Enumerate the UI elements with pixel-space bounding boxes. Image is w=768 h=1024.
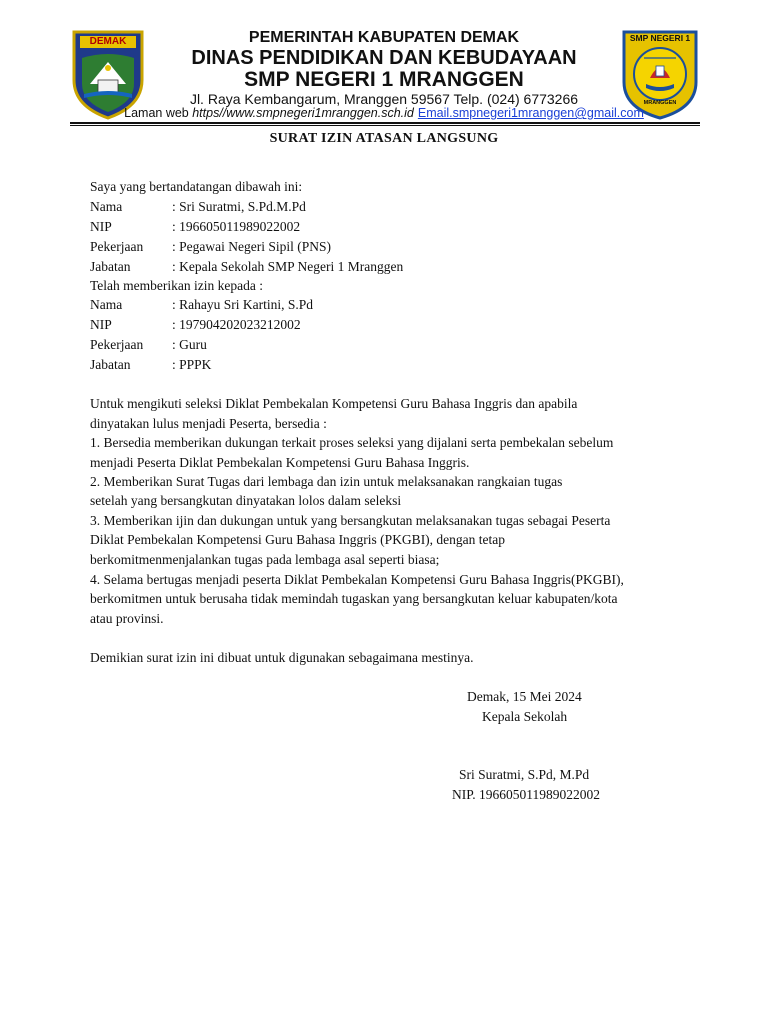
web-prefix: Laman web (124, 106, 193, 120)
letterhead-address: Jl. Raya Kembangarum, Mranggen 59567 Telp. (024) 6773266 (189, 91, 579, 107)
signer-position: Kepala Sekolah (482, 709, 568, 724)
letterhead-web-line (0, 106, 768, 120)
email-link[interactable]: Email.smpnegeri1mranggen@gmail.com (417, 106, 644, 120)
grantee-position-value: : PPPK (172, 357, 212, 372)
signer-nip-label: NIP (90, 219, 112, 234)
document-title: SURAT IZIN ATASAN LANGSUNG (269, 131, 499, 146)
grantee-position-label: Jabatan (90, 357, 131, 372)
grantee-job-value: : Guru (172, 337, 207, 352)
grantee-nip-label: NIP (90, 317, 112, 332)
body-line: 3. Memberikan ijin dan dukungan untuk yang bersangkutan melaksanakan tugas sebagai Peserta (90, 513, 611, 528)
letterhead-school: SMP NEGERI 1 MRANGGEN (244, 68, 524, 91)
body-line: berkomitmenmenjalankan tugas pada lembaga asal seperti biasa; (90, 552, 440, 567)
letterhead-rule-thick (70, 122, 700, 124)
school-logo-text: SMP NEGERI 1 (629, 33, 691, 43)
grantee-name-value: : Rahayu Sri Kartini, S.Pd (172, 297, 313, 312)
body-line: Diklat Pembekalan Kompetensi Guru Bahasa Inggris (PKGBI), dengan tetap (90, 532, 506, 547)
signer-position-label: Jabatan (90, 259, 131, 274)
grantee-job-label: Pekerjaan (90, 337, 144, 352)
body-line: setelah yang bersangkutan dinyatakan lolos dalam seleksi (90, 493, 402, 508)
body-line: dinyatakan lulus menjadi Peserta, bersedia : (90, 416, 327, 431)
grant-intro-text: Telah memberikan izin kepada : (90, 278, 263, 293)
body-line: 2. Memberikan Surat Tugas dari lembaga dan izin untuk melaksanakan rangkaian tugas (90, 474, 563, 489)
grantee-name-label: Nama (90, 297, 123, 312)
body-line: 4. Selama bertugas menjadi peserta Diklat Pembekalan Kompetensi Guru Bahasa Inggris(PKGBI), (90, 572, 624, 587)
body-line: Untuk mengikuti seleksi Diklat Pembekalan Kompetensi Guru Bahasa Inggris dan apabila (90, 396, 578, 411)
website-link[interactable]: https//www.smpnegeri1mranggen.sch.id (192, 106, 414, 120)
body-line: menjadi Peserta Diklat Pembekalan Kompetensi Guru Bahasa Inggris. (90, 455, 470, 470)
closing-text: Demikian surat izin ini dibuat untuk digunakan sebagaimana mestinya. (90, 650, 474, 665)
body-line: berkomitmen untuk berusaha tidak memindah tugaskan yang bersangkutan keluar kabupaten/kota (90, 591, 618, 606)
letterhead-rule-thin (70, 125, 700, 126)
body-line: atau provinsi. (90, 611, 164, 626)
school-logo-bottom-text: MRANGGEN (643, 100, 677, 106)
letterhead-government: PEMERINTAH KABUPATEN DEMAK (248, 29, 520, 46)
signer-job-label: Pekerjaan (90, 239, 144, 254)
grantee-nip-value: : 197904202023212002 (172, 317, 301, 332)
signer-name-label: Nama (90, 199, 123, 214)
body-line: 1. Bersedia memberikan dukungan terkait proses seleksi yang dijalani serta pembekalan sebelum (90, 435, 614, 450)
signer-name: Sri Suratmi, S.Pd, M.Pd (459, 767, 590, 782)
signer-name-value: : Sri Suratmi, S.Pd.M.Pd (172, 199, 306, 214)
signer-nip: NIP. 196605011989022002 (452, 787, 601, 802)
place-date: Demak, 15 Mei 2024 (467, 689, 582, 704)
demak-logo-text: DEMAK (89, 36, 127, 47)
signer-job-value: : Pegawai Negeri Sipil (PNS) (172, 239, 331, 254)
letterhead-department: DINAS PENDIDIKAN DAN KEBUDAYAAN (191, 47, 577, 69)
signer-nip-value: : 196605011989022002 (172, 219, 301, 234)
signer-position-value: : Kepala Sekolah SMP Negeri 1 Mranggen (172, 259, 404, 274)
intro-text: Saya yang bertandatangan dibawah ini: (90, 179, 303, 194)
